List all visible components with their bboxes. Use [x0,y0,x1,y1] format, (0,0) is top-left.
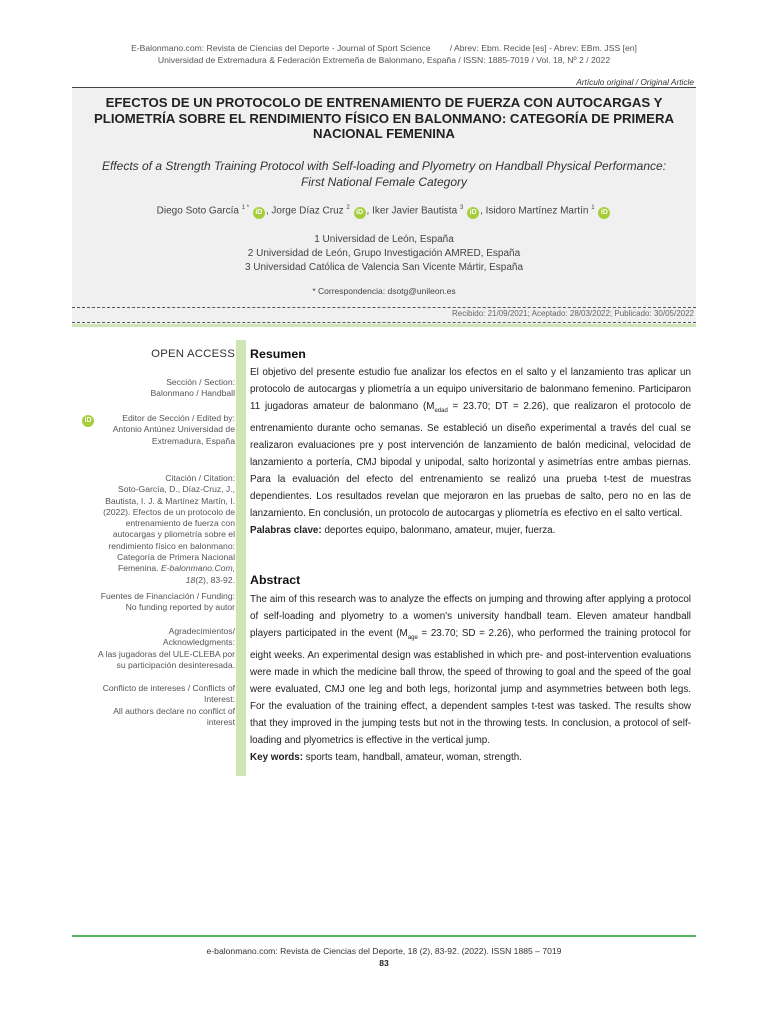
affiliation-item: 3 Universidad Católica de Valencia San Vicente Mártir, España [244,262,524,273]
author-name: Isidoro Martínez Martín [485,205,589,217]
orcid-icon[interactable]: iD [82,415,94,427]
author-name: Diego Soto García [156,205,239,217]
footer-rule [72,935,696,937]
sidebar-citation: Citación / Citation: Soto-García, D., Díaz-Cruz, J., Bautista, I. J. & Martínez Martín, I. (2022). Efectos de un protocolo de entrenamiento de fuerza con autocargas y pliometría sobre el rendimiento físico en balonmano: Categoría de Primera Nacional Femenina. E-balonmano.Com, 18(2), 83-92. [103,473,235,585]
abstract-heading: Abstract [250,573,301,587]
sidebar-section: Sección / Section: Balonmano / Handball [150,377,235,399]
dashed-divider [72,322,696,323]
footer-citation: e-balonmano.com: Revista de Ciencias del Deporte, 18 (2), 83-92. (2022). ISSN 1885 – 7019 [206,946,562,956]
resumen-keywords: Palabras clave: deportes equipo, balonmano, amateur, mujer, fuerza. [250,524,556,536]
affiliations [72,233,696,275]
resumen-text: El objetivo del presente estudio fue analizar los efectos en el salto y el lanzamiento tras aplicar un protocolo de autocargas y pliometría a un equipo universitario de balonmano femenino. Participaron 11 jugadoras amateur de balonmano ($M_{edad} = 23.70$; DT = 2.26), que realizaron el protocolo de entrenamiento durante ocho semanas. Se estableció un diseño experimental a través del cual se realizaron evaluaciones pre y post intervención de lanzamiento de balón medicinal, velocidad de lanzamiento a portería, CMJ bipodal y unipodal, salto horizontal y asimetrías entre ambas piernas. Para la evaluación del efecto del entrenamiento se realizó una prueba t-test de muestras dependientes. Los resultados revelan que mejoraron en las pruebas de salto, pero no en las de lanzamiento. En conclusión, un protocolo de autocargas y pliometría es efectivo en el salto vertical. Palabras clave: deportes equipo, balonmano, amateur, mujer, fuerza. [250,364,691,539]
sidebar-acknowledgments: Agradecimientos/ Acknowledgments: A las jugadoras del ULE-CLEBA por su participación desinteresada. [97,626,235,670]
journal-header-line1: E-Balonmano.com: Revista de Ciencias del Deporte - Journal of Sport Science / Abrev: Ebm. Recide [es] - Abrev: EBm. JSS [en] [131,43,637,53]
sidebar-editor: iD Editor de Sección / Edited by: Antonio Antúnez Universidad de Extremadura, España [78,413,235,447]
author-name: Jorge Díaz Cruz [271,205,344,217]
article-subtitle: Effects of a Strength Training Protocol with Self-loading and Plyometry on Handball Physical Performance: First National Female Category [101,159,667,189]
citation-journal: E-balonmano.Com, [160,563,235,574]
green-strip [72,324,696,327]
affiliation-item: 2 Universidad de León, Grupo Investigación AMRED, España [247,248,521,259]
journal-header [0,42,768,66]
article-title: EFECTOS DE UN PROTOCOLO DE ENTRENAMIENTO DE FUERZA CON AUTOCARGAS Y PLIOMETRÍA SOBRE EL RENDIMIENTO FÍSICO EN BALONMANO: CATEGORÍA DE PRIMERA NACIONAL FEMENINA [93,95,675,141]
author-superscript: 1 * [241,205,250,211]
open-access-label: OPEN ACCESS [151,348,235,360]
sidebar-green-bar [236,340,246,776]
author-superscript: 2 [346,205,350,211]
page-number: 83 [379,958,389,968]
orcid-icon[interactable]: iD [354,207,366,219]
dashed-divider [72,307,696,308]
sidebar-funding: Fuentes de Financiación / Funding: No funding reported by autor [100,591,235,613]
citation-volume: 18 [185,574,196,585]
resumen-heading: Resumen [250,347,306,361]
abstract-keywords: Key words: sports team, handball, amateur, woman, strength. [250,751,522,763]
orcid-icon[interactable]: iD [598,207,610,219]
author-superscript: 1 [591,205,595,211]
author-name: Iker Javier Bautista [372,205,458,217]
orcid-icon[interactable]: iD [253,207,265,219]
abstract-text: The aim of this research was to analyze the effects on jumping and throwing after applying a protocol of self-loading and plyometry to a women's university handball team. Eleven amateur handball players participated in the event ($M_{age} = 23.70$; SD = 2.26), who performed the training protocol for eight weeks. An experimental design was established in which pre- and post-intervention evaluations were made in which the medicine ball throw, the speed of throwing to goal and the speed of the goal were evaluated, CMJ one leg and both legs, horizontal jump and asymmetries between both legs. For the evaluation of the training effect, a dependent samples t-test was tasked. The results show that they improved in the jumping tests but not in the throwing tests. In conclusion, a protocol of self-loading and plyometrics is effective in the vertical jump. Key words: sports team, handball, amateur, woman, strength. [250,591,691,766]
article-type: Artículo original / Original Article [576,77,694,87]
author-superscript: 3 [459,205,464,211]
journal-header-line2: Universidad de Extremadura & Federación Extremeña de Balonmano, España / ISSN: 1885-7019 / Vol. 18, Nº 2 / 2022 [157,55,611,65]
correspondence: * Correspondencia: dsotg@unileon.es [312,286,456,296]
affiliation-item: 1 Universidad de León, España [314,234,454,245]
sidebar-conflicts: Conflicto de intereses / Conflicts of Interest: All authors declare no conflict of interest [102,683,235,727]
author-list: Diego Soto García $^{1 *}$ iD , Jorge Díaz Cruz $^2$ iD , Iker Javier Bautista $^3$ iD , Isidoro Martínez Martín $^1$ iD [72,200,696,219]
orcid-icon[interactable]: iD [467,207,479,219]
publication-dates: Recibido: 21/09/2021; Aceptado: 28/03/2022; Publicado: 30/05/2022 [452,309,694,318]
